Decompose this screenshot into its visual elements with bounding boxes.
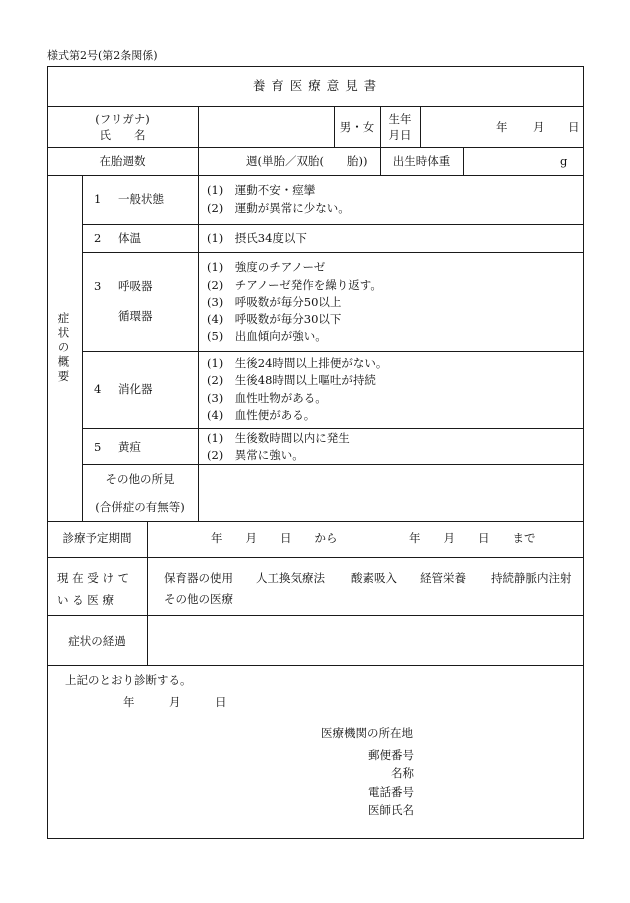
name-label: 氏 名 xyxy=(99,128,146,142)
other-findings-label: その他の所見 xyxy=(105,472,175,486)
frame-right xyxy=(583,66,584,839)
birth-weight-label: 出生時体重 xyxy=(392,154,451,168)
symptom-5-num: 5 xyxy=(94,440,102,454)
vline-symptoms-label xyxy=(82,175,83,522)
line-symptoms-bottom xyxy=(47,521,584,522)
vline-birth-right xyxy=(420,106,421,148)
symptom-5-label: 黄疸 xyxy=(118,440,141,454)
birth-year-label: 年 xyxy=(496,120,508,134)
treatment-label-1: 現 在 受 け て xyxy=(57,571,130,585)
phone-number-label: 電話番号 xyxy=(368,785,414,799)
other-findings-input-area[interactable] xyxy=(199,465,583,521)
symptom-4-item-4: (4) 血性便がある。 xyxy=(207,408,316,422)
gestation-weeks-label: 在胎週数 xyxy=(99,154,146,168)
treatment-incubator[interactable]: 保育器の使用 xyxy=(164,571,233,585)
symptom-5-item-2: (2) 異常に強い。 xyxy=(207,448,304,462)
symptom-2-num: 2 xyxy=(94,231,102,245)
symptom-3-item-1: (1) 強度のチアノーゼ xyxy=(207,260,326,274)
clinic-name-label: 名称 xyxy=(391,766,414,780)
symptom-1-item-2: (2) 運動が異常に少ない。 xyxy=(207,201,350,215)
treatment-other[interactable]: その他の医療 xyxy=(164,592,233,606)
diagnosis-statement: 上記のとおり診断する。 xyxy=(65,673,192,687)
symptom-3-item-2: (2) チアノーゼ発作を繰り返す。 xyxy=(207,278,382,292)
symptom-4-item-2: (2) 生後48時間以上嘔吐が持続 xyxy=(207,373,376,387)
diagnosis-date: 年 月 日 xyxy=(123,695,227,709)
sex-label[interactable]: 男・女 xyxy=(339,120,375,134)
birth-day-label: 日 xyxy=(568,120,580,134)
line-name-bottom xyxy=(47,147,584,148)
line-course-bottom xyxy=(47,665,584,666)
course-input-area[interactable] xyxy=(148,616,583,665)
symptom-4-item-1: (1) 生後24時間以上排便がない。 xyxy=(207,356,388,370)
treatment-oxygen[interactable]: 酸素吸入 xyxy=(351,571,397,585)
period-to: 年 月 日 まで xyxy=(409,531,536,545)
period-label: 診療予定期間 xyxy=(62,531,132,545)
complications-label: (合併症の有無等) xyxy=(95,500,185,514)
symptom-1-label: 一般状態 xyxy=(118,192,164,206)
symptom-4-item-3: (3) 血性吐物がある。 xyxy=(207,391,327,405)
symptom-3-num: 3 xyxy=(94,279,102,293)
symptom-3-item-3: (3) 呼吸数が毎分50以上 xyxy=(207,295,342,309)
line-sym4-bottom xyxy=(82,428,584,429)
treatment-iv-infusion[interactable]: 持続静脈内注射 xyxy=(491,571,572,585)
vline-weight-right xyxy=(463,147,464,176)
birth-label-1: 生年 xyxy=(388,112,412,126)
symptom-3-item-4: (4) 呼吸数が毎分30以下 xyxy=(207,312,342,326)
symptom-4-num: 4 xyxy=(94,382,102,396)
frame-top xyxy=(47,66,584,67)
treatment-ventilation[interactable]: 人工換気療法 xyxy=(256,571,325,585)
name-input-area[interactable] xyxy=(199,107,334,147)
symptom-3-item-5: (5) 出血傾向が強い。 xyxy=(207,329,327,343)
gestation-weeks-value: 週(単胎／双胎( 胎)) xyxy=(246,154,368,168)
treatment-tube-feeding[interactable]: 経管栄養 xyxy=(420,571,466,585)
frame-bottom xyxy=(47,838,584,839)
frame-left xyxy=(47,66,48,839)
line-gestation-bottom xyxy=(47,175,584,176)
form-number: 様式第2号(第2条関係) xyxy=(47,49,158,62)
symptoms-section-label: 症状の概要 xyxy=(56,312,71,385)
form-title: 養 育 医 療 意 見 書 xyxy=(252,78,378,93)
symptom-4-label: 消化器 xyxy=(118,382,153,396)
postal-code-label: 郵便番号 xyxy=(368,748,414,762)
line-sym2-bottom xyxy=(82,252,584,253)
line-sym3-bottom xyxy=(82,351,584,352)
symptom-3-label-2: 循環器 xyxy=(118,309,153,323)
birth-label-2: 月日 xyxy=(388,128,412,142)
period-from: 年 月 日 から xyxy=(211,531,338,545)
symptom-3-label: 呼吸器 xyxy=(118,279,153,293)
symptom-5-item-1: (1) 生後数時間以内に発生 xyxy=(207,431,350,445)
line-period-bottom xyxy=(47,557,584,558)
doctor-name-label: 医師氏名 xyxy=(368,803,414,817)
symptom-1-num: 1 xyxy=(94,192,102,206)
birth-weight-unit: g xyxy=(560,154,568,168)
clinic-address-label: 医療機関の所在地 xyxy=(321,726,413,740)
symptom-2-item-1: (1) 摂氏34度以下 xyxy=(207,231,307,245)
symptom-1-item-1: (1) 運動不安・痙攣 xyxy=(207,183,316,197)
furigana-label: (フリガナ) xyxy=(95,112,150,126)
line-sym1-bottom xyxy=(82,224,584,225)
birth-month-label: 月 xyxy=(533,120,545,134)
symptom-2-label: 体温 xyxy=(118,231,141,245)
course-label: 症状の経過 xyxy=(68,634,126,648)
treatment-label-2: い る 医 療 xyxy=(57,593,114,607)
